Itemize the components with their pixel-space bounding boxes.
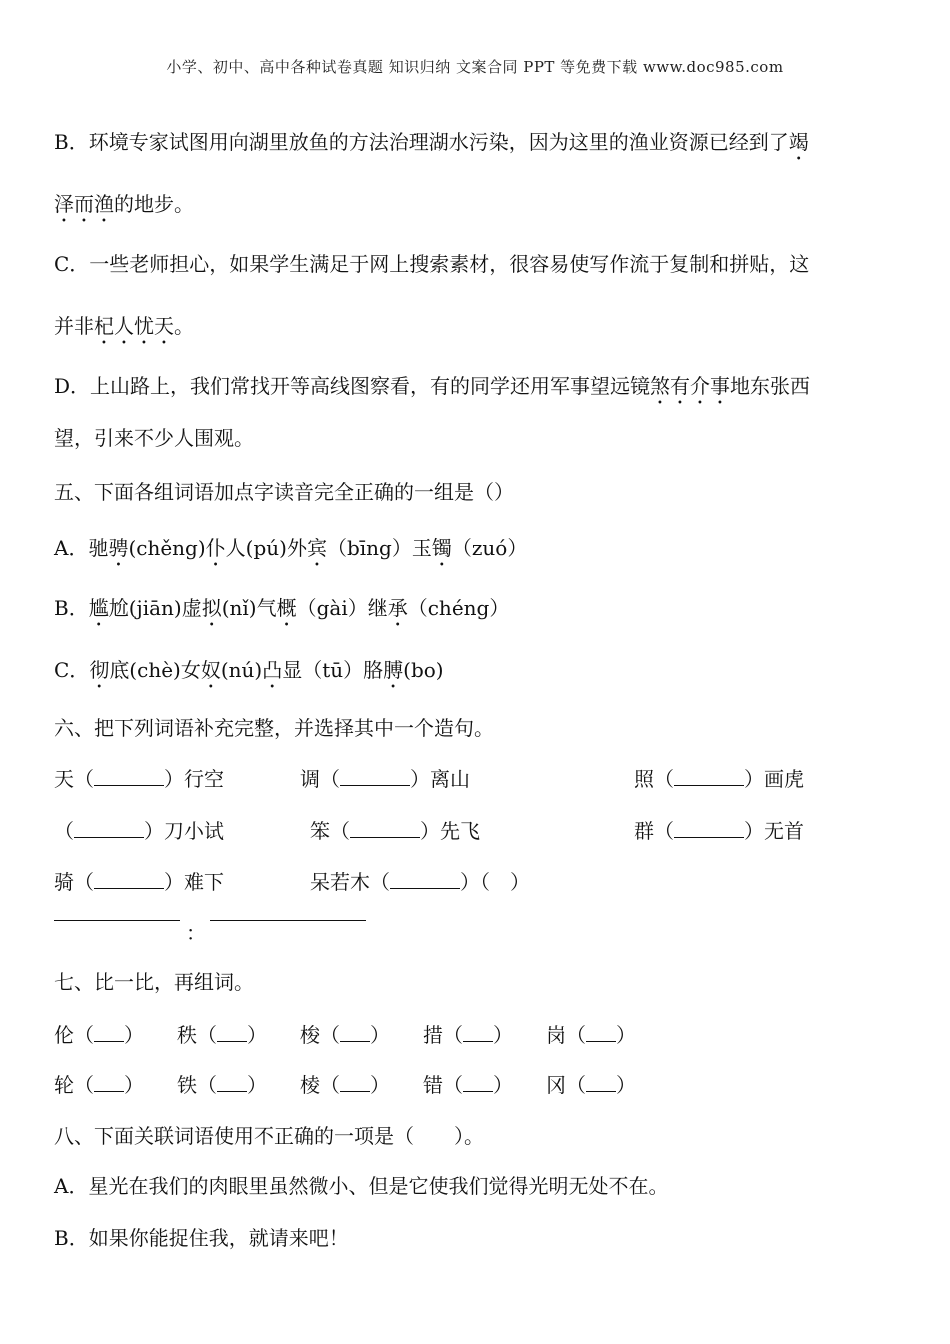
q6-1-blank xyxy=(94,768,164,786)
q7-o5: （ xyxy=(566,1023,586,1047)
sentence-blank-word[interactable] xyxy=(54,920,180,921)
q5c-7: 膊 xyxy=(383,658,404,682)
q7-b1 xyxy=(94,1024,124,1042)
q7-b5 xyxy=(586,1024,616,1042)
q5a-6: （bīng）玉 xyxy=(326,536,432,560)
q7-char-7[interactable] xyxy=(177,1074,267,1095)
q7-b8 xyxy=(340,1074,370,1092)
q7-o1: （ xyxy=(74,1023,94,1047)
q4-option-d-line1 xyxy=(54,374,810,409)
q6-5-post: ）先飞 xyxy=(420,819,480,843)
q5b-7: 承 xyxy=(387,596,408,620)
q7-o4: （ xyxy=(443,1023,463,1047)
q5c-4: (nú) xyxy=(220,658,263,682)
q6-5-blank xyxy=(350,820,420,838)
q5c-8: (bo) xyxy=(403,658,444,682)
q6-2-pre: 调（ xyxy=(300,767,340,791)
q7-c8: 棱 xyxy=(300,1073,320,1097)
q7-char-4[interactable] xyxy=(423,1024,513,1045)
q4-option-d-line2: 望，引来不少人围观。 xyxy=(54,426,254,450)
q6-6-pre: 群（ xyxy=(634,819,674,843)
q5a-1: 骋 xyxy=(108,536,129,560)
q7-b3 xyxy=(340,1024,370,1042)
q5a-8: （zuó） xyxy=(451,536,528,560)
q6-8-pre: 呆若木（ xyxy=(310,870,390,894)
q7-x4: ） xyxy=(493,1023,513,1047)
q5b-2: 尬(jiān)虚 xyxy=(108,596,202,620)
q4-b-dotted-2: 泽而渔 xyxy=(54,192,114,216)
q7-c3: 梭 xyxy=(300,1023,320,1047)
q7-o9: （ xyxy=(443,1073,463,1097)
q6-1-pre: 天（ xyxy=(54,767,94,791)
q7-x5: ） xyxy=(616,1023,636,1047)
q5-option-a xyxy=(54,536,527,571)
q7-b2 xyxy=(217,1024,247,1042)
q7-b7 xyxy=(217,1074,247,1092)
q4-d-pre: D．上山路上，我们常找开等高线图察看，有的同学还用军事望远镜 xyxy=(54,374,651,398)
q7-char-8[interactable] xyxy=(300,1074,390,1095)
q7-c2: 秩 xyxy=(177,1023,197,1047)
q6-idiom-1[interactable] xyxy=(54,768,224,789)
q6-7-pre: 骑（ xyxy=(54,870,94,894)
q5b-8: （chéng） xyxy=(407,596,510,620)
sentence-blank-text[interactable] xyxy=(210,920,366,921)
q7-o6: （ xyxy=(74,1073,94,1097)
q6-3-pre: 照（ xyxy=(634,767,674,791)
q7-x2: ） xyxy=(247,1023,267,1047)
q4-c-pre: 并非 xyxy=(54,314,94,338)
q5b-3: 拟 xyxy=(201,596,222,620)
q6-6-blank xyxy=(674,820,744,838)
q6-idiom-3[interactable] xyxy=(634,768,804,789)
q7-char-6[interactable] xyxy=(54,1074,144,1095)
q5a-7: 镯 xyxy=(431,536,452,560)
q6-2-blank xyxy=(340,768,410,786)
q7-o7: （ xyxy=(197,1073,217,1097)
q4-d-dotted: 煞有介事 xyxy=(650,374,731,398)
q7-char-3[interactable] xyxy=(300,1024,390,1045)
q7-b9 xyxy=(463,1074,493,1092)
q5c-6: 显（tū）胳 xyxy=(282,658,384,682)
q7-x9: ） xyxy=(493,1073,513,1097)
q6-7-post: ）难下 xyxy=(164,870,224,894)
q6-2-post: ）离山 xyxy=(410,767,470,791)
q4-option-b-line2 xyxy=(54,192,194,227)
q7-x6: ） xyxy=(124,1073,144,1097)
q7-o8: （ xyxy=(320,1073,340,1097)
q5b-0: B． xyxy=(54,596,89,620)
q7-o2: （ xyxy=(197,1023,217,1047)
q5a-4: 人(pú)外 xyxy=(225,536,307,560)
q6-4-blank xyxy=(74,820,144,838)
q4-option-c-line1: C．一些老师担心，如果学生满足于网上搜索素材，很容易使写作流于复制和拼贴，这 xyxy=(54,252,810,276)
q7-c4: 措 xyxy=(423,1023,443,1047)
q6-idiom-6[interactable] xyxy=(634,820,804,841)
q6-4-post: ）刀小试 xyxy=(144,819,224,843)
q8-option-a: A．星光在我们的肉眼里虽然微小、但是它使我们觉得光明无处不在。 xyxy=(54,1174,669,1198)
q5-option-c xyxy=(54,658,444,693)
q8-title: 八、下面关联词语使用不正确的一项是（ ）。 xyxy=(54,1124,484,1148)
q4-option-b-line1 xyxy=(54,130,809,165)
q7-c6: 轮 xyxy=(54,1073,74,1097)
q7-c9: 错 xyxy=(423,1073,443,1097)
q4-c-end: 。 xyxy=(174,314,194,338)
q5c-0: C． xyxy=(54,658,90,682)
q7-o10: （ xyxy=(566,1073,586,1097)
q7-char-9[interactable] xyxy=(423,1074,513,1095)
q5-title: 五、下面各组词语加点字读音完全正确的一组是（） xyxy=(54,480,514,504)
q7-title: 七、比一比，再组词。 xyxy=(54,970,254,994)
q4-c-dotted: 杞人忧天 xyxy=(94,314,174,338)
q6-3-blank xyxy=(674,768,744,786)
q7-x3: ） xyxy=(370,1023,390,1047)
q7-x8: ） xyxy=(370,1073,390,1097)
q5c-5: 凸 xyxy=(262,658,283,682)
q6-4-pre: （ xyxy=(54,819,74,843)
q7-x10: ） xyxy=(616,1073,636,1097)
q4-b-dotted-1: 竭 xyxy=(788,130,809,154)
q5a-2: (chěng) xyxy=(128,536,206,560)
q5a-0: A．驰 xyxy=(54,536,109,560)
q6-idiom-4[interactable] xyxy=(54,820,224,841)
q5b-1: 尴 xyxy=(88,596,109,620)
q7-x1: ） xyxy=(124,1023,144,1047)
q6-3-post: ）画虎 xyxy=(744,767,804,791)
q6-title: 六、把下列词语补充完整，并选择其中一个造句。 xyxy=(54,716,494,740)
q4-option-c-line2 xyxy=(54,314,194,349)
q5a-3: 仆 xyxy=(205,536,226,560)
q5-option-b xyxy=(54,596,509,631)
q6-7-blank xyxy=(94,871,164,889)
q6-1-post: ）行空 xyxy=(164,767,224,791)
q7-c1: 伦 xyxy=(54,1023,74,1047)
q5c-1: 彻 xyxy=(89,658,110,682)
q7-o3: （ xyxy=(320,1023,340,1047)
q4-b-text: B．环境专家试图用向湖里放鱼的方法治理湖水污染，因为这里的渔业资源已经到了 xyxy=(54,130,789,154)
page-header: 小学、初中、高中各种试卷真题 知识归纳 文案合同 PPT 等免费下载 www.doc985.com xyxy=(166,58,784,76)
q6-idiom-7[interactable] xyxy=(54,871,224,892)
q7-char-10[interactable] xyxy=(546,1074,636,1095)
q4-b-rest: 的地步。 xyxy=(114,192,194,216)
q6-6-post: ）无首 xyxy=(744,819,804,843)
q7-char-2[interactable] xyxy=(177,1024,267,1045)
q6-5-pre: 笨（ xyxy=(310,819,350,843)
q5a-5: 宾 xyxy=(306,536,327,560)
q7-c10: 冈 xyxy=(546,1073,566,1097)
q5b-5: 概 xyxy=(276,596,297,620)
q6-8-blank xyxy=(390,871,460,889)
sentence-colon: ： xyxy=(186,921,206,945)
q5c-2: 底(chè)女 xyxy=(109,658,201,682)
q7-c7: 铁 xyxy=(177,1073,197,1097)
q7-b6 xyxy=(94,1074,124,1092)
q7-char-5[interactable] xyxy=(546,1024,636,1045)
q8-option-b: B．如果你能捉住我，就请来吧！ xyxy=(54,1226,349,1250)
q5b-6: （gài）继 xyxy=(296,596,388,620)
q6-8-post: ）（ ） xyxy=(460,870,530,894)
q7-b4 xyxy=(463,1024,493,1042)
q4-d-post: 地东张西 xyxy=(730,374,811,398)
q7-char-1[interactable] xyxy=(54,1024,144,1045)
q6-idiom-2[interactable] xyxy=(300,768,470,789)
q7-b10 xyxy=(586,1074,616,1092)
q5b-4: (nǐ)气 xyxy=(221,596,277,620)
q7-c5: 岗 xyxy=(546,1023,566,1047)
q7-x7: ） xyxy=(247,1073,267,1097)
q5c-3: 奴 xyxy=(200,658,221,682)
q6-idiom-5[interactable] xyxy=(310,820,480,841)
q6-idiom-8[interactable] xyxy=(310,871,530,892)
